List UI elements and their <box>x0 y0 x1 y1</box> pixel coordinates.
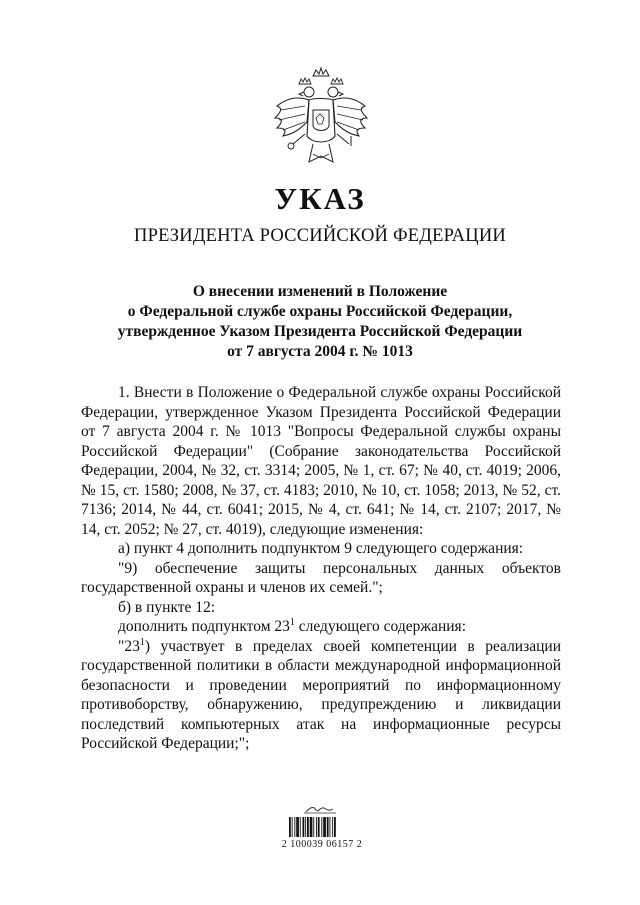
barcode-bar <box>296 817 299 837</box>
barcode-bar <box>323 817 326 837</box>
barcode-bar <box>294 817 295 837</box>
barcode-bar <box>316 817 317 837</box>
heading-line: от 7 августа 2004 г. № 1013 <box>227 343 413 360</box>
handwritten-mark-icon <box>300 803 340 815</box>
barcode-bar <box>327 817 329 837</box>
document-subtitle: ПРЕЗИДЕНТА РОССИЙСКОЙ ФЕДЕРАЦИИ <box>134 226 506 246</box>
text-fragment: "23 <box>118 637 140 655</box>
barcode-bar <box>300 817 301 837</box>
barcode-number: 2 100039 06157 2 <box>281 839 363 850</box>
heading-line: о Федеральной службе охраны Российской Федерации, <box>127 303 513 320</box>
barcode-bar <box>330 817 331 837</box>
document-title: УКАЗ <box>274 181 366 216</box>
barcode-bar <box>321 817 322 837</box>
paragraph-b: б) в пункте 12: <box>118 598 216 616</box>
barcode-bar <box>303 817 305 837</box>
barcode-bar <box>292 817 293 837</box>
barcode-bar <box>334 817 336 837</box>
superscript: 1 <box>289 616 295 628</box>
text-fragment: дополнить подпунктом 23 <box>118 618 290 635</box>
text-fragment: следующего содержания: <box>294 618 466 635</box>
decree-heading <box>60 282 580 362</box>
barcode-bar <box>289 817 291 837</box>
heading-line: О внесении изменений в Положение <box>192 283 448 300</box>
paragraph-b-quote <box>81 637 561 754</box>
superscript: 1 <box>139 636 145 648</box>
barcode-bar <box>310 817 313 837</box>
barcode-bar <box>305 817 306 837</box>
paragraph-1: 1. Внести в Положение о Федеральной службе охраны Российской Федерации, утвержденное Указом Президента Российской Федерации от 7 августа 2004 г. № 1013 "Вопросы Федеральной службы охраны Российской Федерации" (Собрание законодательства Российской Федерации, 2004, № 32, ст. 3314; 2005, № 1, ст. 67; № 40, ст. 4019; 2006, № 15, ст. 1580; 2008, № 37, ст. 4183; 2010, № 10, ст. 1058; 2013, № 52, ст. 7136; 2014, № 44, ст. 6041; 2015, № 4, ст. 641; № 14, ст. 2107; 2017, № 14, ст. 2052; № 27, ст. 4019), следующие изменения: <box>81 384 561 538</box>
barcode-bar <box>307 817 309 837</box>
text-fragment: ) участвует в пределах своей компетенции в реализации государственной политики в области международной информационной безопасности и проведении мероприятий по информационному противоборству, обнаружению, предупреждению и ликвидации последствий компьютерных атак на информационные ресурсы Российской Федерации;"; <box>81 637 561 752</box>
heading-line: утвержденное Указом Президента Российской Федерации <box>117 323 523 340</box>
decree-body <box>81 383 561 754</box>
barcode-bar <box>313 817 314 837</box>
barcode-icon <box>289 817 351 837</box>
barcode-bar <box>318 817 320 837</box>
coat-of-arms-icon <box>269 66 373 170</box>
barcode-bar <box>332 817 333 837</box>
paragraph-a-quote: "9) обеспечение защиты персональных данных объектов государственной охраны и членов их семей."; <box>81 559 561 596</box>
paragraph-a: а) пункт 4 дополнить подпунктом 9 следующего содержания: <box>118 540 524 557</box>
paragraph-b-add <box>81 617 561 637</box>
